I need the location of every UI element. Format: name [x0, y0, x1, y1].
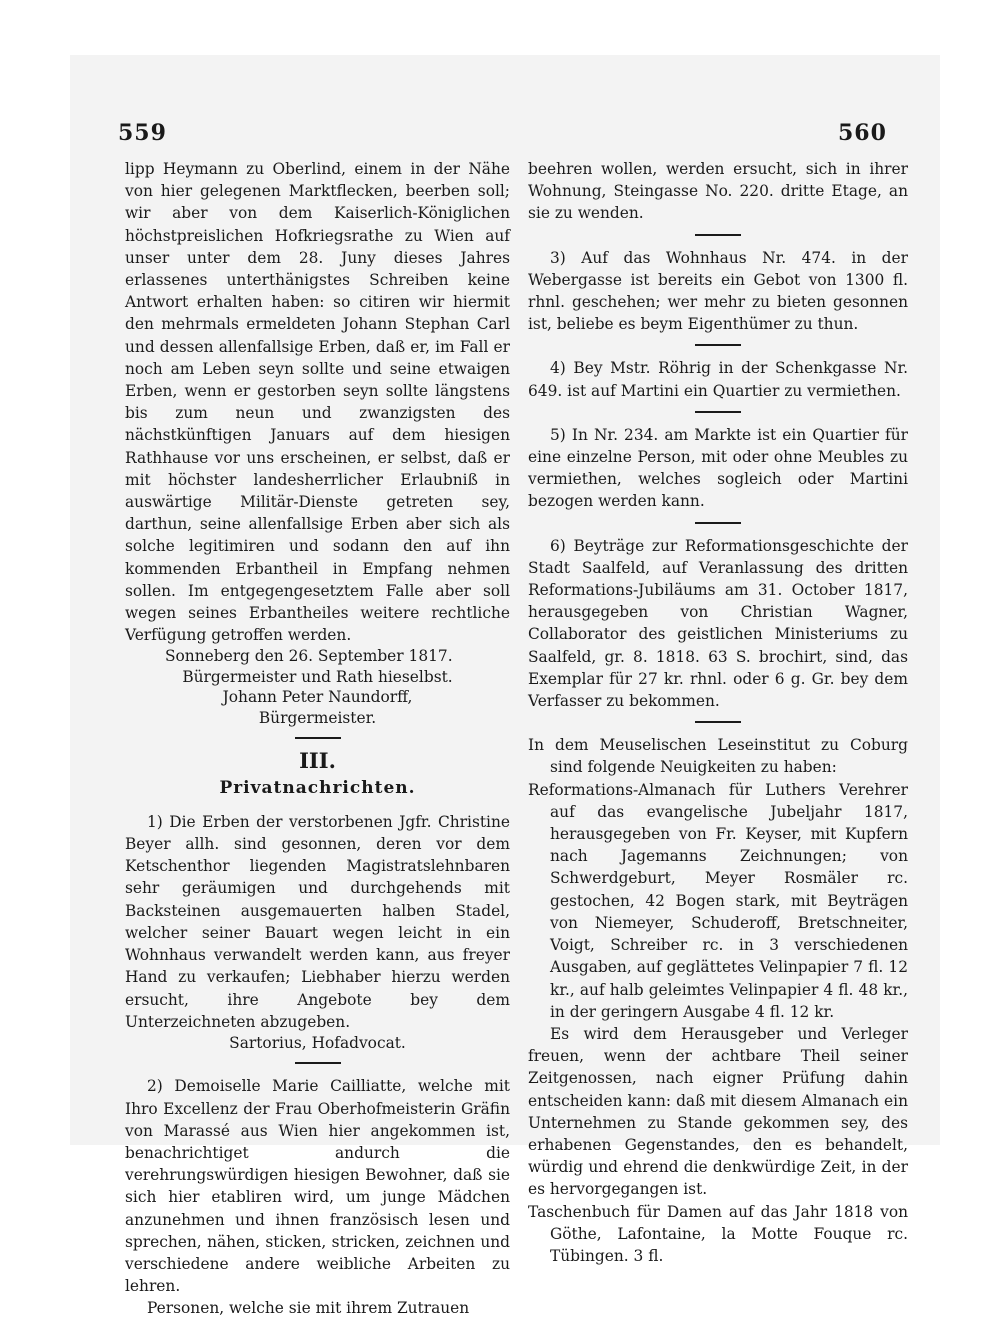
- left-column: [125, 158, 510, 1320]
- notice-item-7-body: Reformations-Almanach für Luthers Verehrer auf das evangelische Jubeljahr 1817, herausgegeben von Fr. Keyser, mit Kupfern nach Jagemanns Zeichnungen; von Schwerdgeburt, Meyer Rosmäler rc. gestochen, 42 Bogen stark, mit Beyträgen von Niemeyer, Schuderoff, Bretschneiter, Voigt, Schreiber rc. in 3 verschiedenen Ausgaben, auf geglättetes Velinpapier 7 fl. 12 kr., auf halb geleimtes Velinpapier 4 fl. 48 kr., in der geringern Ausgabe 4 fl. 12 kr.: [528, 780, 908, 1021]
- notice-item-3: 3) Auf das Wohnhaus Nr. 474. in der Webergasse ist bereits ein Gebot von 1300 fl. rhnl. geschehen; wer mehr zu bieten gesonnen ist, beliebe es beym Eigenthümer zu thun.: [528, 248, 908, 334]
- page-number-right: 560: [838, 120, 887, 146]
- notice-item-7-note: Es wird dem Herausgeber und Verleger freuen, wenn der achtbare Theil seiner Zeitgenossen, nach eigner Prüfung dahin entscheiden kann: daß mit diesem Almanach ein Unternehmen zu Stande gekommen sey, des erhabenen Gegenstandes, den es behandelt, würdig und ehrend die denkwürdige Zeit, in der es hervorgegangen ist.: [528, 1024, 908, 1199]
- notice-item-4: 4) Bey Mstr. Röhrig in der Schenkgasse Nr. 649. ist auf Martini ein Quartier zu vermiethen.: [528, 359, 908, 400]
- notice-item-2: 2) Demoiselle Marie Cailliatte, welche mit Ihro Excellenz der Frau Oberhofmeisterin Gräfin von Marassé aus Wien hier angekommen ist, benachrichtiget andurch die verehrungswürdigen hiesigen Bewohner, daß sie sich hier etabliren wird, um junge Mädchen anzunehmen und ihnen französisch lesen und sprechen, nähen, sticken, stricken, zeichnen und verschiedene andere weibliche Arbeiten zu lehren.: [125, 1077, 510, 1296]
- signature-date: Sonneberg den 26. September 1817.: [165, 647, 453, 666]
- separator-rule: [695, 234, 741, 236]
- separator-rule: [695, 522, 741, 524]
- section-number: III.: [299, 748, 336, 774]
- notice-item-6: 6) Beyträge zur Reformationsgeschichte der Stadt Saalfeld, auf Veranlassung des dritten Reformations-Jubiläums am 31. October 1817, herausgegeben von Christian Wagner, Collaborator des geistlichen Ministeriums zu Saalfeld, gr. 8. 1818. 63 S. brochirt, sind, das Exemplar für 27 kr. rhnl. oder 6 g. Gr. bey dem Verfasser zu bekommen.: [528, 536, 908, 711]
- separator-rule: [295, 737, 341, 739]
- signature-name: Johann Peter Naundorff,: [222, 688, 413, 707]
- notice-item-1: 1) Die Erben der verstorbenen Jgfr. Christine Beyer allh. sind gesonnen, deren vor dem Ketschenthor liegenden Magistratslehnbaren sehr geräumigen und durchgehends mit Backsteinen ausgemauerten halben Stadel, welcher seiner Bauart wegen leicht in ein Wohnhaus verwandelt werden kann, aus freyer Hand zu verkaufen; Liebhaber hierzu werden ersucht, ihre Angebote bey dem Unterzeichneten abzugeben.: [125, 812, 510, 1031]
- separator-rule: [695, 344, 741, 346]
- notice-item-5: 5) In Nr. 234. am Markte ist ein Quartier für eine einzelne Person, mit oder ohne Meubles zu vermiethen, welches sogleich oder Martini bezogen werden kann.: [528, 425, 908, 511]
- section-heading: Privatnachrichten.: [219, 777, 416, 798]
- continued-paragraph: lipp Heymann zu Oberlind, einem in der Nähe von hier gelegenen Marktflecken, beerben soll; wir aber von dem Kaiserlich-Königlichen höchstpreislichen Hofkriegsrathe zu Wien auf unser unter dem 28. Juny dieses Jahres erlassenes unterthänigstes Schreiben keine Antwort erhalten haben: so citiren wir hiermit den mehrmals ermeldeten Johann Stephan Carl und dessen allenfallsige Erben, daß er, im Fall er noch am Leben seyn sollte und seine etwaigen Erben, wenn er gestorben seyn sollte längstens bis zum neun und zwanzigsten des nächstkünftigen Januars auf dem hiesigen Rathhause vor uns erscheinen, er selbst, daß er mit höchster landesherrlicher Erlaubniß in auswärtige Militär-Dienste getreten sey, darthun, seine allenfallsige Erben aber sich als solche legitimiren und sodann den auf ihn kommenden Erbantheil in Empfang nehmen sollen. Im entgegengesetztem Falle aber soll wegen seines Erbantheiles weitere rechtliche Verfügung getroffen werden.: [125, 160, 510, 645]
- continued-paragraph: beehren wollen, werden ersucht, sich in ihrer Wohnung, Steingasse No. 220. dritte Etage, an sie zu wenden.: [528, 160, 908, 223]
- notice-item-2-continued: Personen, welche sie mit ihrem Zutrauen: [147, 1299, 470, 1318]
- notice-item-8: Taschenbuch für Damen auf das Jahr 1818 von Göthe, Lafontaine, la Motte Fouque rc. Tübingen. 3 fl.: [528, 1202, 908, 1265]
- separator-rule: [695, 721, 741, 723]
- separator-rule: [695, 411, 741, 413]
- signature-line: Bürgermeister und Rath hieselbst.: [182, 667, 453, 686]
- right-column: [528, 158, 908, 1267]
- notice-item-1-signature: Sartorius, Hofadvocat.: [229, 1033, 406, 1052]
- separator-rule: [295, 1062, 341, 1064]
- page-number-left: 559: [118, 120, 167, 146]
- notice-item-7-heading: In dem Meuselischen Leseinstitut zu Coburg sind folgende Neuigkeiten zu haben:: [528, 736, 908, 777]
- signature-title: Bürgermeister.: [258, 708, 377, 727]
